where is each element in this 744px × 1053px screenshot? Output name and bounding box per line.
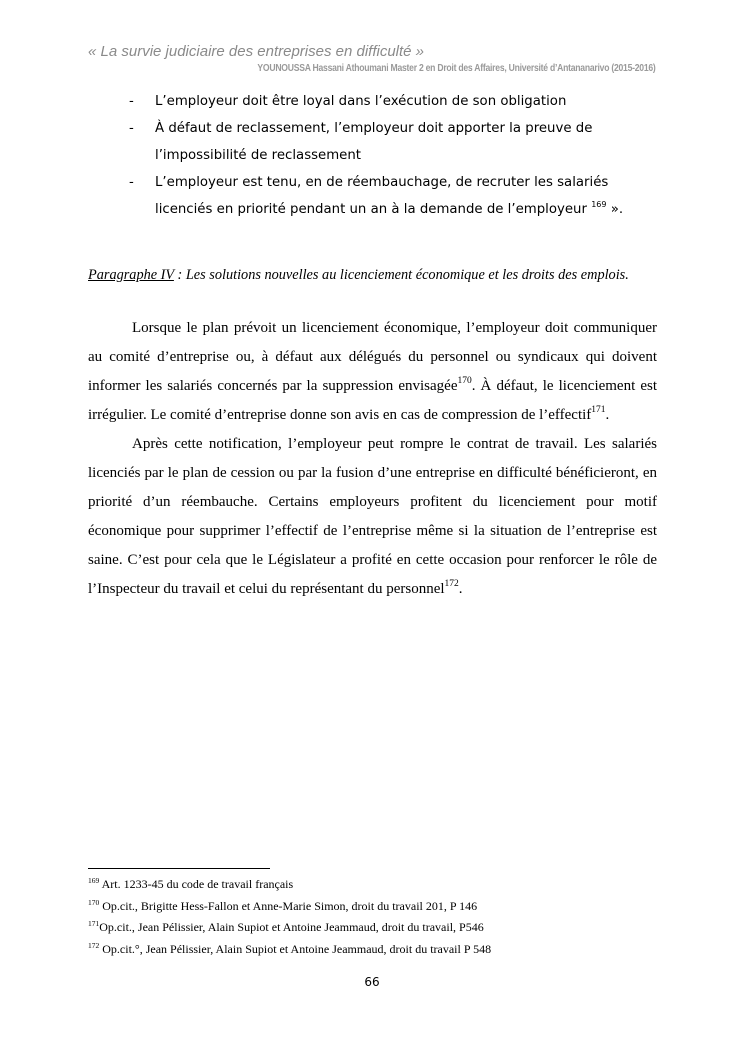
footnote: [88, 874, 658, 896]
footnote-number: 170: [88, 897, 100, 907]
bullet-dash: -: [129, 175, 134, 190]
footnote-text: Art. 1233-45 du code de travail français: [99, 877, 294, 891]
section-heading-label: Paragraphe IV: [88, 267, 174, 283]
paragraph-text: Lorsque le plan prévoit un licenciement économique, l’employeur doit communiquer au comité d’entreprise ou, à défaut aux délégués du personnel ou syndicaux qui doivent informer les salariés concernés par la suppression envisagée: [88, 320, 657, 394]
section-heading-text: : Les solutions nouvelles au licenciement économique et les droits des emplois.: [173, 267, 629, 283]
bullet-text: L’employeur est tenu, en de réembauchage, de recruter les salariés licenciés en priorité pendant un an à la demande de l’employeur: [155, 175, 609, 217]
paragraph-text: .: [458, 581, 463, 597]
running-header-title: « La survie judiciaire des entreprises en difficulté »: [88, 43, 425, 60]
footnote-text: Op.cit., Brigitte Hess-Fallon et Anne-Marie Simon, droit du travail 201, P 146: [99, 898, 478, 913]
bullet-dash: -: [129, 121, 134, 136]
body-paragraph: [88, 314, 657, 430]
footnote: [88, 917, 658, 939]
body-paragraph: [88, 430, 657, 604]
paragraph-text: .: [605, 407, 610, 423]
bullet-item: [125, 115, 665, 169]
bullet-item: [125, 88, 665, 115]
paragraph-text: . À défaut, le licenciement est irrégulier. Le comité d’entreprise donne son avis en cas de compression de l’effectif: [88, 378, 657, 423]
bullet-text: À défaut de reclassement, l’employeur doit apporter la preuve de l’impossibilité de reclassement: [155, 121, 593, 163]
section-heading: [88, 266, 658, 284]
footnote-separator: [88, 868, 270, 869]
page-number: 66: [364, 975, 380, 989]
footnote-text: Op.cit., Jean Pélissier, Alain Supiot et Antoine Jeammaud, droit du travail, P546: [99, 920, 484, 934]
footnote-text: Op.cit.°, Jean Pélissier, Alain Supiot et Antoine Jeammaud, droit du travail P 548: [99, 941, 492, 956]
footnote: [88, 896, 658, 918]
footnote-number: 172: [88, 940, 100, 950]
bullet-text: L’employeur doit être loyal dans l’exécution de son obligation: [155, 94, 567, 109]
footnote-number: 171: [88, 919, 100, 928]
footnote: [88, 939, 658, 961]
footnotes: [88, 874, 658, 960]
bullet-dash: -: [129, 94, 134, 109]
bullet-item: [125, 169, 665, 223]
paragraph-text: Après cette notification, l’employeur peut rompre le contrat de travail. Les salariés licenciés par le plan de cession ou par la fusion d’une entreprise en difficulté bénéficieront, en priorité d’un réembauche. Certains employeurs profitent du licenciement pour motif économique pour supprimer l’effectif de l’entreprise même si la situation de l’entreprise est saine. C’est pour cela que le Législateur a profité en cette occasion pour renforcer le rôle de l’Inspecteur du travail et celui du représentant du personnel: [88, 436, 657, 597]
footnote-ref[interactable]: 172: [444, 579, 459, 589]
footnote-ref[interactable]: 170: [457, 376, 472, 386]
footnote-ref[interactable]: 171: [591, 405, 606, 415]
footnote-number: 169: [88, 876, 100, 885]
bullet-list: [125, 88, 665, 223]
bullet-tail: ».: [606, 202, 624, 217]
running-header-author: YOUNOUSSA Hassani Athoumani Master 2 en Droit des Affaires, Université d’Antananarivo (2015-2016): [257, 62, 656, 74]
footnote-ref[interactable]: 169: [591, 200, 607, 209]
